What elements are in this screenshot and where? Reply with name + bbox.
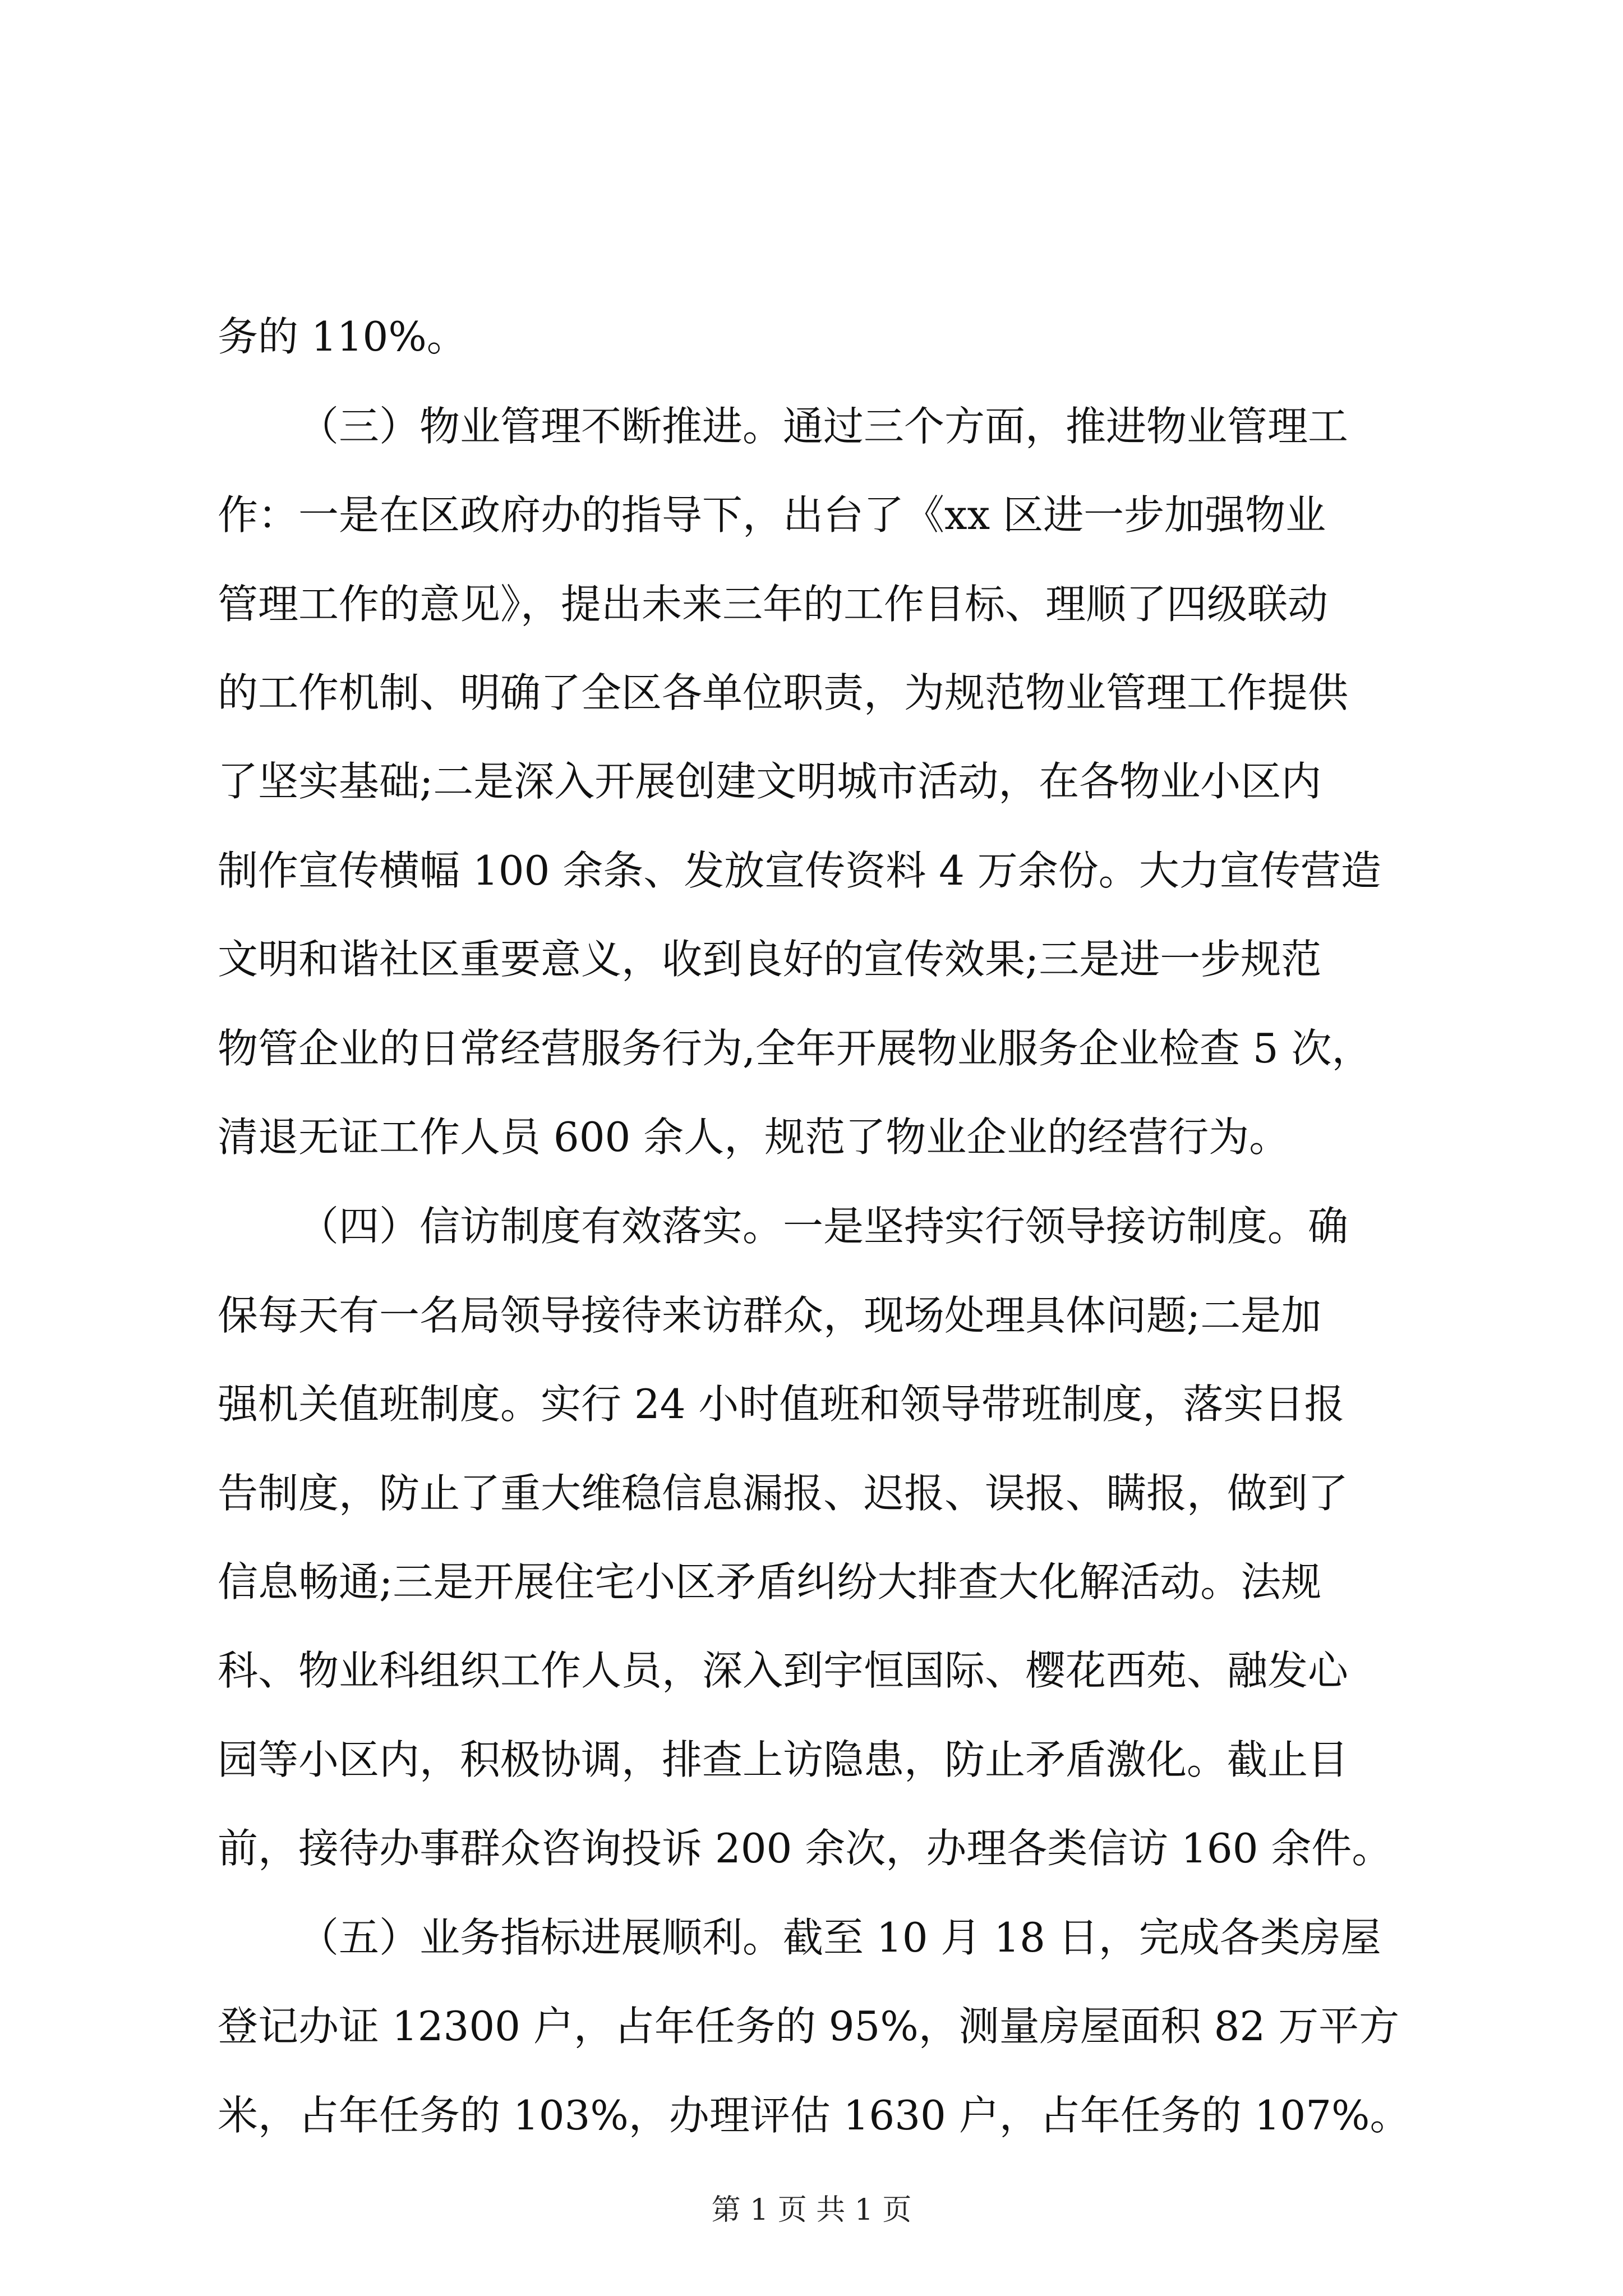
body-text-line: 强机关值班制度。实行 24 小时值班和领导带班制度，落实日报 [218,1381,1345,1428]
body-text-line: 登记办证 12300 户，占年任务的 95%，测量房屋面积 82 万平方 [218,2003,1400,2050]
body-text-line: 科、物业科组织工作人员，深入到宇恒国际、樱花西苑、融发心 [218,1647,1349,1694]
body-text-line: 物管企业的日常经营服务行为,全年开展物业服务企业检查 5 次， [218,1025,1372,1072]
body-text-line: 米，占年任务的 103%，办理评估 1630 户，占年任务的 107%。 [218,2092,1410,2139]
page-footer: 第 1 页 共 1 页 [711,2193,912,2227]
body-text-line: 务的 110%。 [218,313,467,360]
body-text-line: 管理工作的意见》，提出未来三年的工作目标、理顺了四级联动 [218,581,1329,628]
body-text-line: 信息畅通;三是开展住宅小区矛盾纠纷大排查大化解活动。法规 [218,1558,1322,1605]
body-text-line: 前，接待办事群众咨询投诉 200 余次，办理各类信访 160 余件。 [218,1825,1393,1872]
section-3-heading-line: （三）物业管理不断推进。通过三个方面，推进物业管理工 [298,403,1349,450]
body-text-line: 制作宣传横幅 100 余条、发放宣传资料 4 万余份。大力宣传营造 [218,847,1381,894]
body-text-line: 的工作机制、明确了全区各单位职责，为规范物业管理工作提供 [218,669,1349,716]
body-text-line: 清退无证工作人员 600 余人，规范了物业企业的经营行为。 [218,1114,1290,1161]
body-text-line: 保每天有一名局领导接待来访群众，现场处理具体问题;二是加 [218,1292,1322,1339]
section-4-heading-line: （四）信访制度有效落实。一是坚持实行领导接访制度。确 [298,1203,1349,1250]
body-text-line: 园等小区内，积极协调，排查上访隐患，防止矛盾激化。截止目 [218,1736,1349,1783]
body-text-line: 文明和谐社区重要意义，收到良好的宣传效果;三是进一步规范 [218,936,1322,983]
section-5-heading-line: （五）业务指标进展顺利。截至 10 月 18 日，完成各类房屋 [298,1914,1381,1961]
body-text-line: 了坚实基础;二是深入开展创建文明城市活动，在各物业小区内 [218,758,1322,805]
body-text-line: 告制度，防止了重大维稳信息漏报、迟报、误报、瞒报，做到了 [218,1470,1349,1517]
body-text-line: 作：一是在区政府办的指导下，出台了《xx 区进一步加强物业 [218,491,1326,539]
